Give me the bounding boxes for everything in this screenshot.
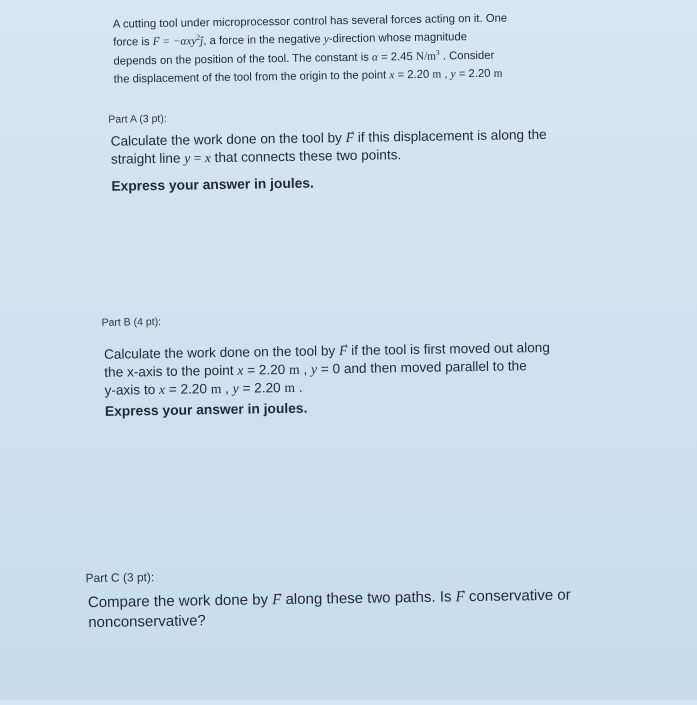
part-a-instruction: Express your answer in joules. <box>111 175 314 194</box>
part-a-line-1: Calculate the work done on the tool by → F if this displacement is along the <box>111 126 571 151</box>
part-a-question <box>111 126 572 169</box>
force-vector-symbol: → F <box>153 33 160 52</box>
force-vector-symbol: → F <box>339 342 348 360</box>
part-b-line-1: Calculate the work done on the tool by → F if the tool is first moved out along <box>104 338 584 364</box>
intro-line-3: depends on the position of the tool. The constant is α = 2.45 $N/m^3$ . Consider <box>113 47 495 68</box>
part-c-line-2: nonconservative? <box>88 612 206 632</box>
part-b-question <box>104 338 585 400</box>
part-a-label: Part A (3 pt): <box>108 112 167 126</box>
part-b-label: Part B (4 pt): <box>101 315 162 329</box>
intro-line-4: the displacement of the tool from the origin to the point x = 2.20 m , y = 2.20 m <box>113 67 503 86</box>
force-vector-symbol: → F <box>346 129 355 147</box>
intro-line-1: A cutting tool under microprocessor control has several forces acting on it. One <box>112 12 508 31</box>
force-vector-symbol: → F <box>455 587 464 607</box>
problem-statement <box>113 9 554 90</box>
force-vector-symbol: → F <box>272 590 281 610</box>
intro-line-2: force is → F = −αxy$^2$ĵ, a force in the negative y-direction whose magnitude <box>113 27 553 52</box>
part-c-question <box>88 585 629 633</box>
part-b-line-2: the x-axis to the point x = 2.20 m , y = 0 and then moved parallel to the <box>104 358 527 380</box>
part-c-label: Part C (3 pt): <box>85 570 155 586</box>
unit-vector-j: ĵ <box>200 35 204 48</box>
part-b-instruction: Express your answer in joules. <box>104 400 308 419</box>
part-a-line-2: straight line y = x that connects these two points. <box>110 147 402 167</box>
part-c-line-1: Compare the work done by → F along these two paths. Is → F conservative or <box>88 585 628 613</box>
part-b-line-3: y-axis to x = 2.20 m , y = 2.20 m . <box>104 379 303 398</box>
